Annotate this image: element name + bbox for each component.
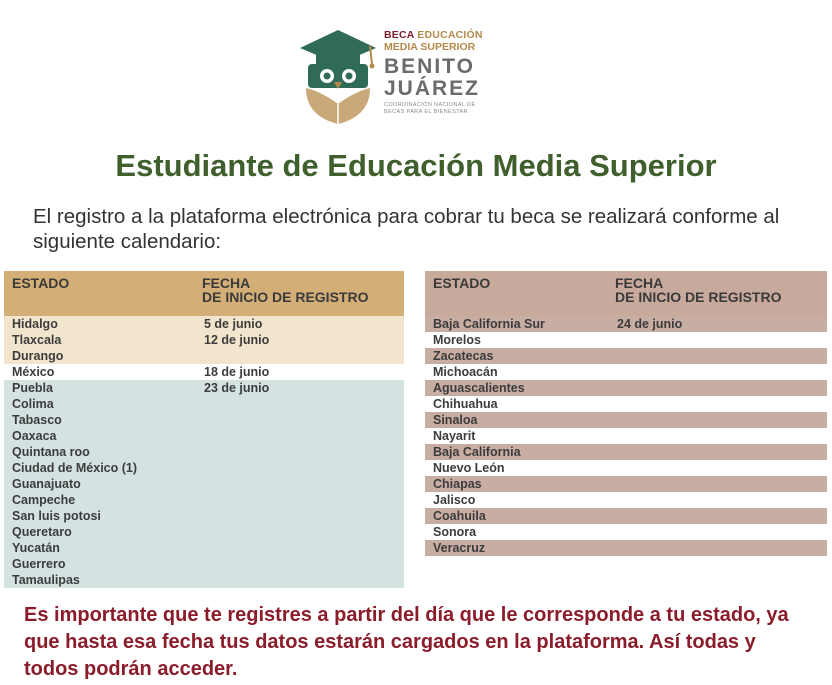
table-row xyxy=(425,444,827,460)
registration-table-left xyxy=(4,271,404,588)
estado-cell: Colima xyxy=(4,396,202,412)
fecha-cell xyxy=(615,348,827,364)
header-fecha xyxy=(202,271,404,316)
logo-benito: BENITO xyxy=(384,55,475,78)
estado-cell: Tamaulipas xyxy=(4,572,202,588)
logo-juarez: JUÁREZ xyxy=(384,77,481,101)
estado-cell: Puebla xyxy=(4,380,202,396)
header-estado: ESTADO xyxy=(4,271,202,316)
table-row xyxy=(425,364,827,380)
estado-cell: Tlaxcala xyxy=(4,332,202,348)
estado-cell: Queretaro xyxy=(4,524,202,540)
table-row xyxy=(4,460,404,476)
fecha-cell xyxy=(615,332,827,348)
table-header-row xyxy=(425,271,827,316)
estado-cell: Sonora xyxy=(425,524,615,540)
logo-emblem-icon xyxy=(296,26,380,126)
table-row xyxy=(4,572,404,588)
fecha-cell xyxy=(615,492,827,508)
estado-cell: Yucatán xyxy=(4,540,202,556)
fecha-cell xyxy=(615,380,827,396)
header-fecha-line1: FECHA xyxy=(615,275,664,291)
fecha-cell xyxy=(615,524,827,540)
fecha-cell xyxy=(615,428,827,444)
fecha-cell xyxy=(615,476,827,492)
fecha-cell xyxy=(615,412,827,428)
estado-cell: México xyxy=(4,364,202,380)
fecha-cell: 12 de junio xyxy=(202,332,404,348)
table-row xyxy=(4,348,404,364)
table-row xyxy=(425,540,827,556)
fecha-cell xyxy=(615,460,827,476)
estado-cell: Oaxaca xyxy=(4,428,202,444)
table-row xyxy=(4,524,404,540)
header-fecha-line2: DE INICIO DE REGISTRO xyxy=(615,289,782,305)
estado-cell: Jalisco xyxy=(425,492,615,508)
table-row xyxy=(425,428,827,444)
fecha-cell xyxy=(202,524,404,540)
logo-becas-bienestar: BECAS PARA EL BIENESTAR xyxy=(384,108,468,115)
table-row xyxy=(4,316,404,332)
table-row xyxy=(425,380,827,396)
table-row xyxy=(4,492,404,508)
estado-cell: Morelos xyxy=(425,332,615,348)
header-fecha-line1: FECHA xyxy=(202,275,251,291)
fecha-cell xyxy=(615,444,827,460)
table-row xyxy=(425,412,827,428)
estado-cell: Chiapas xyxy=(425,476,615,492)
fecha-cell: 5 de junio xyxy=(202,316,404,332)
header-fecha-line2: DE INICIO DE REGISTRO xyxy=(202,289,369,305)
fecha-cell: 18 de junio xyxy=(202,364,404,380)
table-row xyxy=(4,540,404,556)
estado-cell: Baja California Sur xyxy=(425,316,615,332)
table-row xyxy=(4,476,404,492)
estado-cell: Hidalgo xyxy=(4,316,202,332)
estado-cell: Chihuahua xyxy=(425,396,615,412)
estado-cell: Guanajuato xyxy=(4,476,202,492)
estado-cell: Durango xyxy=(4,348,202,364)
table-row xyxy=(4,428,404,444)
table-row xyxy=(4,556,404,572)
estado-cell: Nuevo León xyxy=(425,460,615,476)
estado-cell: Michoacán xyxy=(425,364,615,380)
table-row xyxy=(425,492,827,508)
fecha-cell xyxy=(202,460,404,476)
estado-cell: Tabasco xyxy=(4,412,202,428)
estado-cell: Zacatecas xyxy=(425,348,615,364)
estado-cell: Nayarit xyxy=(425,428,615,444)
header-estado: ESTADO xyxy=(425,271,615,316)
table-row xyxy=(425,332,827,348)
fecha-cell xyxy=(615,396,827,412)
fecha-cell xyxy=(615,364,827,380)
header-fecha xyxy=(615,271,827,316)
table-row xyxy=(425,396,827,412)
fecha-cell xyxy=(202,444,404,460)
table-row xyxy=(4,332,404,348)
table-row xyxy=(4,364,404,380)
intro-text: El registro a la plataforma electrónica para cobrar tu beca se realizará conforme al siguiente calendario: xyxy=(33,205,780,253)
registration-table-right xyxy=(425,271,827,556)
table-row xyxy=(4,444,404,460)
estado-cell: San luis potosi xyxy=(4,508,202,524)
fecha-cell: 23 de junio xyxy=(202,380,404,396)
estado-cell: Quintana roo xyxy=(4,444,202,460)
estado-cell: Baja California xyxy=(425,444,615,460)
estado-cell: Campeche xyxy=(4,492,202,508)
fecha-cell xyxy=(202,476,404,492)
table-row xyxy=(425,316,827,332)
logo-word-beca: BECA xyxy=(384,29,415,41)
fecha-cell xyxy=(615,540,827,556)
estado-cell: Veracruz xyxy=(425,540,615,556)
fecha-cell xyxy=(202,396,404,412)
program-logo xyxy=(296,26,506,126)
fecha-cell xyxy=(202,556,404,572)
estado-cell: Aguascalientes xyxy=(425,380,615,396)
table-row xyxy=(425,524,827,540)
logo-coordinacion: COORDINACIÓN NACIONAL DE xyxy=(384,102,476,109)
fecha-cell xyxy=(202,428,404,444)
table-header-row xyxy=(4,271,404,316)
fecha-cell xyxy=(202,348,404,364)
fecha-cell xyxy=(202,492,404,508)
estado-cell: Ciudad de México (1) xyxy=(4,460,202,476)
table-row xyxy=(4,380,404,396)
logo-media-superior: MEDIA SUPERIOR xyxy=(384,40,476,53)
fecha-cell xyxy=(202,508,404,524)
estado-cell: Coahuila xyxy=(425,508,615,524)
fecha-cell xyxy=(202,540,404,556)
table-row xyxy=(4,412,404,428)
fecha-cell: 24 de junio xyxy=(615,316,827,332)
fecha-cell xyxy=(202,412,404,428)
important-notice: Es importante que te registres a partir del día que le corresponde a tu estado, ya que hasta esa fecha tus datos estarán cargados en la plataforma. Así todas y todos podrán acceder. xyxy=(24,604,789,680)
table-row xyxy=(425,460,827,476)
estado-cell: Sinaloa xyxy=(425,412,615,428)
logo-word-educacion: EDUCACIÓN xyxy=(417,29,483,41)
fecha-cell xyxy=(202,572,404,588)
table-row xyxy=(425,348,827,364)
table-row xyxy=(425,476,827,492)
estado-cell: Guerrero xyxy=(4,556,202,572)
fecha-cell xyxy=(615,508,827,524)
table-row xyxy=(4,396,404,412)
table-row xyxy=(425,508,827,524)
page-title: Estudiante de Educación Media Superior xyxy=(115,148,717,183)
table-row xyxy=(4,508,404,524)
